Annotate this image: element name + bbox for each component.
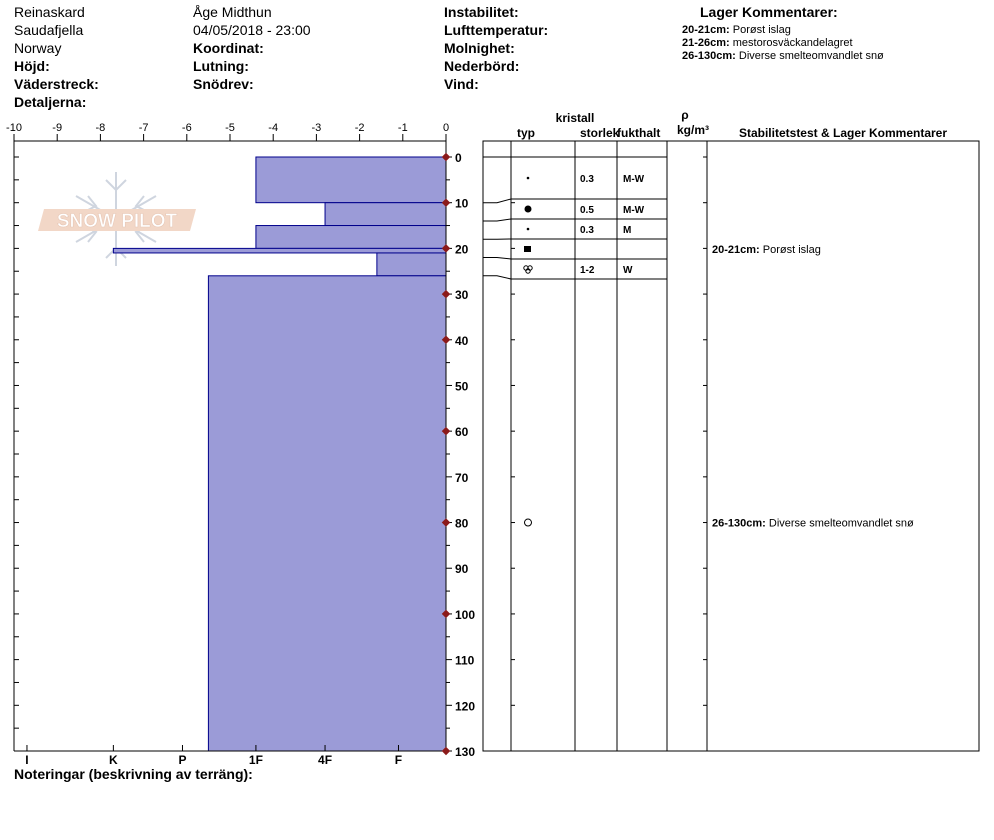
crystal-filled-circle-icon: [525, 206, 532, 213]
top-axis-tick-label: -6: [181, 122, 192, 134]
header-density-unit: kg/m³: [676, 123, 710, 137]
header-stability: Stabilitetstest & Lager Kommentarer: [738, 126, 948, 140]
crystal-size: 0.3: [580, 174, 594, 185]
crystal-size: 0.3: [580, 225, 594, 236]
stability-comment: [712, 518, 914, 530]
observer: Åge Midthun: [193, 4, 272, 20]
top-axis-tick-label: -3: [311, 122, 322, 134]
crystal-small-dot-icon: [527, 228, 530, 231]
hardness-axis-tick-label: I: [25, 753, 29, 767]
header-crystal: kristall: [555, 111, 595, 125]
stability-comment-range: 26-130cm:: [712, 517, 769, 530]
depth-axis-tick-label: 110: [455, 653, 475, 668]
stability-comments: [712, 244, 914, 530]
stability-comment-range: 20-21cm:: [712, 243, 763, 256]
hardness-bar: [256, 157, 446, 203]
wind-loading-label: Snödrev:: [193, 76, 254, 92]
moisture-value: W: [623, 265, 633, 276]
area: Saudafjella: [14, 22, 84, 38]
instability-label: Instabilitet:: [444, 4, 519, 20]
hardness-bar: [208, 276, 446, 751]
location: Reinaskard: [14, 4, 85, 20]
top-axis-tick-label: -2: [354, 122, 365, 134]
crystal-melt-cluster-icon: [524, 266, 532, 273]
depth-axis-tick-label: 120: [455, 699, 476, 714]
header-moisture: fukthalt: [617, 126, 661, 140]
header-size: storlek: [580, 126, 620, 140]
hardness-bars: [113, 157, 446, 751]
depth-axis-tick-label: 70: [455, 470, 469, 485]
depth-connector: [483, 199, 511, 203]
moisture-value: M: [623, 225, 632, 236]
layer-comment-text: Porøst islag: [732, 24, 791, 36]
hardness-axis-tick-label: P: [178, 753, 187, 767]
country: Norway: [14, 40, 62, 56]
table-depth-ticks: [511, 157, 707, 751]
depth-axis-tick-label: 130: [455, 745, 476, 759]
crystal-size: 1-2: [580, 265, 595, 276]
depth-axis-tick-label: 0: [455, 151, 462, 165]
crystal-small-dot-icon: [527, 177, 530, 180]
moisture-value: M-W: [623, 174, 645, 185]
hardness-axis-tick-label: 1F: [248, 753, 263, 767]
top-axis-tick-label: -8: [95, 122, 106, 134]
sky-label: Molnighet:: [444, 40, 515, 56]
top-axis-tick-label: -9: [52, 122, 63, 134]
depth-axis-tick-label: 60: [455, 425, 469, 440]
layer-comment-range: 26-130cm:: [682, 50, 736, 62]
depth-connector: [483, 276, 511, 279]
crystal-open-circle-icon: [525, 519, 532, 526]
table-frame: [483, 141, 979, 751]
layer-comments-title: Lager Kommentarer:: [700, 4, 838, 20]
hardness-bar: [113, 248, 446, 253]
header-type: typ: [517, 126, 535, 140]
depth-connector: [483, 258, 511, 259]
top-axis-tick-label: -5: [225, 122, 235, 134]
hardness-axis-tick-label: K: [109, 753, 118, 767]
coordinate-label: Koordinat:: [193, 40, 264, 56]
layer-comment-range: 21-26cm:: [682, 37, 730, 49]
layer-comment-range: 20-21cm:: [682, 24, 730, 36]
depth-axis-tick-label: 30: [455, 288, 469, 303]
datetime: 04/05/2018 - 23:00: [193, 22, 311, 38]
crystal-ice-layer-icon: [524, 246, 531, 252]
depth-axis-tick-label: 100: [455, 607, 476, 622]
depth-connector: [483, 219, 511, 221]
depth-axis-tick-label: 10: [455, 196, 469, 211]
stability-comment-text: Diverse smelteomvandlet snø: [768, 517, 914, 530]
hardness-bar: [325, 203, 446, 226]
precip-label: Nederbörd:: [444, 58, 520, 74]
left-axis-ticks: [14, 157, 19, 751]
hardness-bar: [256, 226, 446, 249]
air-temp-label: Lufttemperatur:: [444, 22, 549, 38]
top-axis-tick-label: -4: [268, 122, 279, 134]
depth-axis-tick-label: 20: [455, 242, 469, 257]
crystal-size: 0.5: [580, 205, 594, 216]
layer-comment-text: Diverse smelteomvandlet snø: [738, 50, 884, 62]
stability-comment-text: Porøst islag: [762, 243, 821, 256]
moisture-value: M-W: [623, 205, 645, 216]
slope-label: Lutning:: [193, 58, 249, 74]
top-axis-ticks: [6, 122, 449, 141]
wind-label: Vind:: [444, 76, 479, 92]
depth-axis-tick-label: 90: [455, 562, 469, 577]
hardness-axis-tick-label: 4F: [318, 753, 333, 767]
top-axis-tick-label: -10: [6, 122, 22, 134]
depth-axis-tick-label: 80: [455, 516, 469, 531]
elevation-label: Höjd:: [14, 58, 50, 74]
top-axis-tick-label: 0: [442, 122, 450, 134]
header-rho: ρ: [681, 108, 689, 122]
logo-text: SNOW PILOT: [56, 211, 178, 232]
hardness-axis-tick-label: F: [394, 753, 403, 767]
layer-comment-text: mestorosväckandelagret: [732, 37, 853, 49]
depth-axis-ticks: [442, 151, 476, 759]
top-axis-tick-label: -1: [397, 122, 408, 134]
terrain-notes-label: Noteringar (beskrivning av terräng):: [14, 766, 253, 782]
aspect-label: Väderstreck:: [14, 76, 99, 92]
top-axis-tick-label: -7: [138, 122, 149, 134]
hardness-bar: [377, 253, 446, 276]
depth-axis-tick-label: 40: [455, 333, 469, 348]
depth-axis-tick-label: 50: [455, 379, 469, 394]
details-label: Detaljerna:: [14, 94, 87, 110]
stability-comment: [712, 244, 821, 256]
